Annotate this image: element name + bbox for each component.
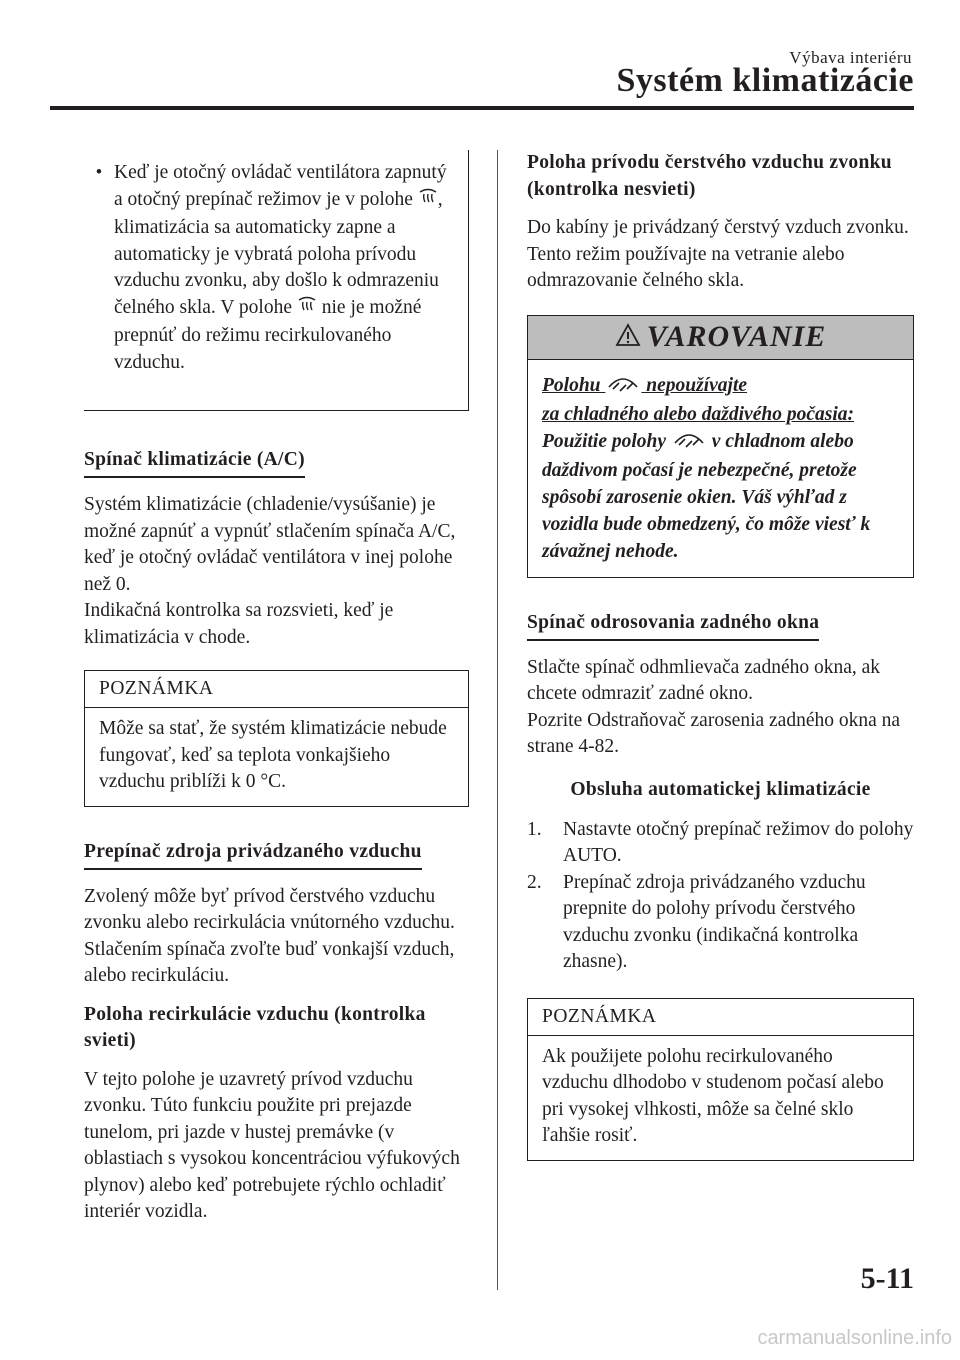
windshield-mode-icon bbox=[671, 429, 707, 457]
warning-title: VAROVANIE bbox=[646, 320, 827, 353]
auto-steps-list bbox=[527, 817, 914, 976]
defroster-icon bbox=[418, 187, 438, 216]
warning-box bbox=[527, 315, 914, 578]
warning-subheading-2: za chladného alebo daždivého počasia: bbox=[542, 403, 854, 425]
defroster-icon bbox=[297, 295, 317, 324]
note-text-2: Ak použijete polohu recirkulovaného vzduchu dlhodobo v studenom počasí alebo pri vysokej vlhkosti, môže sa čelné sklo ľahšie rosiť. bbox=[542, 1045, 884, 1146]
page-title: Systém klimatizácie bbox=[616, 62, 914, 99]
list-item: 1. Nastavte otočný prepínač režimov do polohy AUTO. bbox=[527, 818, 914, 866]
note-box-2 bbox=[527, 998, 914, 1161]
ac-para-1: Systém klimatizácie (chladenie/vysúšanie) je možné zapnúť a vypnúť stlačením spínača A/C, keď je otočný ovládač ventilátora v inej polohe než 0. bbox=[84, 494, 456, 595]
rear-defrost-heading: Spínač odrosovania zadného okna bbox=[527, 610, 819, 641]
windshield-mode-icon bbox=[605, 373, 641, 401]
rear-defrost-para-1: Stlačte spínač odhmlievača zadného okna, ak chcete odmraziť zadné okno. bbox=[527, 656, 881, 704]
auto-climate-heading: Obsluha automatickej klimatizácie bbox=[570, 778, 871, 800]
recirc-heading: Poloha recirkulácie vzduchu (kontrolka svieti) bbox=[84, 1003, 426, 1051]
note-text: Môže sa stať, že systém klimatizácie nebude fungovať, keď sa teplota vonkajšieho vzduchu priblíži k 0 °C. bbox=[99, 718, 447, 792]
defrost-bullet-text: Keď je otočný ovládač ventilátora zapnutý a otočný prepínač režimov je v polohe , klimatizácia sa automaticky zapne a automaticky je vybratá poloha prívodu vzduchu zvonku, aby došlo k odmrazeniu čelného skla. V polohe nie je možné prepnúť do režimu recirkulovaného vzduchu. bbox=[114, 162, 447, 373]
fresh-air-para: Do kabíny je privádzaný čerstvý vzduch zvonku. Tento režim používajte na vetranie alebo odmrazovanie čelného skla. bbox=[527, 217, 909, 291]
note-heading: POZNÁMKA bbox=[85, 671, 468, 708]
defrost-bullet-box bbox=[84, 150, 469, 411]
bullet-mark: • bbox=[95, 162, 103, 183]
fresh-air-heading: Poloha prívodu čerstvého vzduchu zvonku (kontrolka nesvieti) bbox=[527, 152, 892, 200]
warning-subheading: Polohu nepoužívajte bbox=[542, 372, 899, 401]
page-number: 5-11 bbox=[860, 1262, 914, 1295]
right-column bbox=[527, 150, 914, 1161]
warning-triangle-icon bbox=[615, 323, 641, 352]
warning-text: Použitie polohy v chladnom alebo daždivom počasí je nebezpečné, pretože spôsobí zarosenie okien. Váš výhľad z vozidla bude obmedzený, čo môže viesť k závažnej nehode. bbox=[542, 430, 871, 562]
air-source-para: Zvolený môže byť prívod čerstvého vzduchu zvonku alebo recirkulácia vnútorného vzduchu. Stlačením spínača zvoľte buď vonkajší vzduch, alebo recirkuláciu. bbox=[84, 885, 455, 986]
list-item: 2. Prepínač zdroja privádzaného vzduchu prepnite do polohy prívodu čerstvého vzduchu zvonku (indikačná kontrolka zhasne). bbox=[527, 871, 866, 972]
air-source-heading: Prepínač zdroja privádzaného vzduchu bbox=[84, 839, 422, 870]
note-box bbox=[84, 670, 469, 807]
rear-defrost-para-2: Pozrite Odstraňovač zarosenia zadného okna na strane 4-82. bbox=[527, 709, 901, 757]
ac-para-2: Indikačná kontrolka sa rozsvieti, keď je klimatizácia v chode. bbox=[84, 600, 394, 648]
column-divider bbox=[497, 150, 498, 1290]
header-rule bbox=[50, 106, 914, 110]
warning-body bbox=[528, 360, 913, 577]
left-column bbox=[84, 150, 469, 1226]
warning-header bbox=[528, 316, 913, 360]
watermark: carmanualsonline.info bbox=[757, 1327, 952, 1349]
ac-heading: Spínač klimatizácie (A/C) bbox=[84, 447, 305, 478]
note-heading-2: POZNÁMKA bbox=[528, 999, 913, 1036]
section-label: Výbava interiéru bbox=[789, 48, 912, 67]
recirc-para: V tejto polohe je uzavretý prívod vzduchu zvonku. Túto funkciu použite pri prejazde tunelom, pri jazde v hustej premávke (v oblastiach s vysokou koncentráciou výfukových plynov) alebo keď potrebujete rýchlo ochladiť interiér vozidla. bbox=[84, 1068, 460, 1222]
